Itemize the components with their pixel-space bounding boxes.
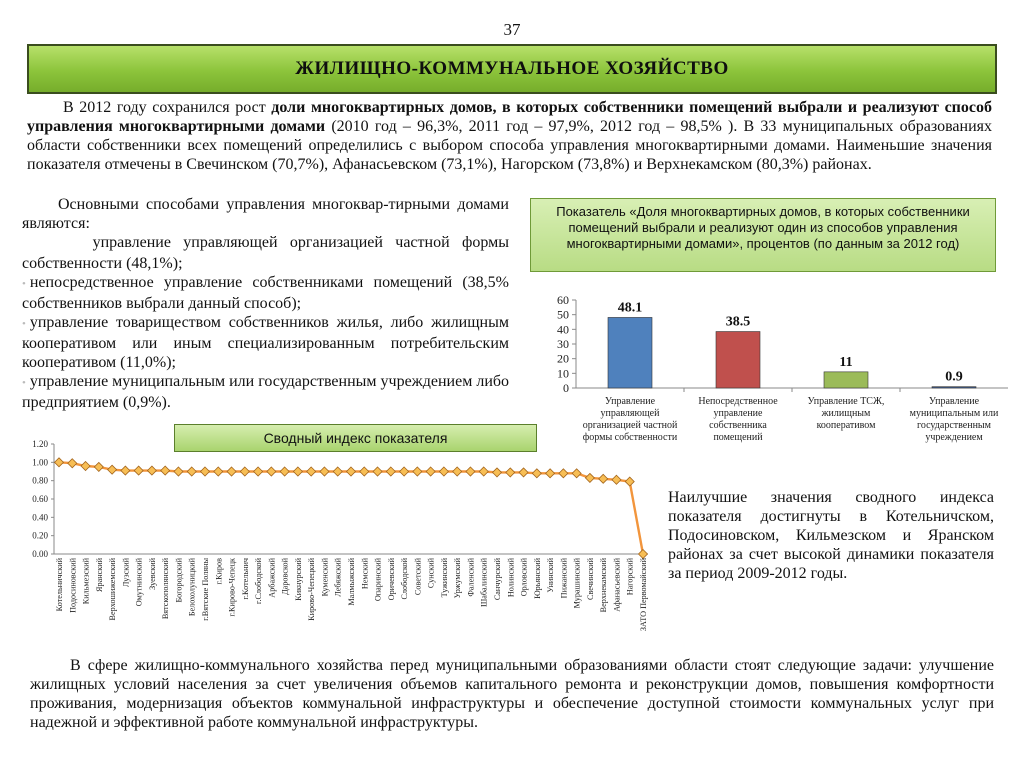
- data-point: [493, 468, 502, 477]
- district-label: Куменский: [320, 558, 330, 597]
- data-point: [413, 467, 422, 476]
- bullet-icon: •: [22, 318, 26, 330]
- y-tick-label: 0.00: [32, 549, 48, 559]
- district-label: Тужинский: [439, 558, 449, 598]
- data-point: [333, 467, 342, 476]
- data-point: [293, 467, 302, 476]
- bar-category-label-line: Управление: [928, 396, 980, 407]
- intro-paragraph: [27, 98, 992, 174]
- data-point: [360, 467, 369, 476]
- bullet-icon: •: [22, 278, 26, 290]
- y-tick-label: 20: [557, 351, 569, 366]
- list-item: [22, 233, 509, 273]
- district-label: г.Слободской: [254, 558, 264, 604]
- best-results-paragraph: Наилучшие значения сводного индекса показателя достигнуты в Котельничском, Подосиновском, Кильмезском и Яранском районах за счет высокой динамики показателя за период 2009-2012 годы.: [668, 489, 994, 582]
- bar-category-label-line: помещений: [713, 432, 763, 443]
- bar-category-label-line: муниципальным или: [909, 408, 999, 419]
- data-point: [612, 475, 621, 484]
- page-number: 37: [503, 20, 521, 39]
- district-label: Опаринский: [373, 558, 383, 602]
- district-label: Котельничский: [55, 558, 64, 612]
- data-point: [134, 466, 143, 475]
- bar-category-label-line: Управление ТСЖ,: [807, 396, 885, 407]
- data-point: [559, 469, 568, 478]
- data-point: [227, 467, 236, 476]
- data-point: [532, 469, 541, 478]
- bar-category-label-line: Управление: [604, 396, 656, 407]
- y-tick-label: 0.20: [32, 530, 48, 541]
- data-point: [174, 467, 183, 476]
- district-label: Слободской: [400, 558, 410, 600]
- bar: [608, 317, 652, 388]
- bar-category-label-line: управление: [713, 408, 763, 419]
- district-label: Белохолуницкий: [187, 558, 197, 617]
- bar-category-label-line: собственника: [709, 420, 767, 431]
- data-point: [81, 462, 90, 471]
- bar-category-label-line: государственным: [917, 420, 991, 431]
- intro-text-end: (2010 год – 96,3%, 2011 год – 97,9%, 2012 год – 98,5% ). В 33 муниципальных образованиях области собственники всех помещений определились с выбором способа управления многоквартирными домами. Наименьшие значения показателя отмечены в Свечинском (70,7%), Афанасьевском (73,1%), Нагорском (73,8%) и Верхнекамском (80,3%) районах.: [27, 118, 993, 173]
- intro-text-bold: доли многоквартирных домов, в которых собственники помещений выбрали и реализуют способ управления многоквартирными домами: [27, 99, 992, 135]
- bar-category-label-line: формы собственности: [582, 432, 678, 443]
- district-label: Арбажский: [267, 558, 277, 598]
- bar: [824, 372, 868, 388]
- district-label: г.Киров: [214, 558, 224, 585]
- data-point: [400, 467, 409, 476]
- section-title-bar: [27, 44, 997, 94]
- district-label: Шабалинский: [479, 558, 489, 607]
- data-point: [307, 467, 316, 476]
- district-label: Вятскополянский: [161, 558, 171, 620]
- line-chart-y-axis: [32, 439, 648, 559]
- district-label: Лебяжский: [333, 558, 343, 597]
- list-item-text: управление управляющей организацией частной формы собственности (48,1%);: [22, 234, 509, 272]
- district-label: Орловский: [519, 558, 529, 597]
- data-point: [161, 466, 170, 475]
- district-label: Унинский: [546, 558, 556, 593]
- bar-category-label-line: кооперативом: [816, 420, 876, 431]
- district-label: Нолинский: [506, 558, 516, 598]
- y-tick-label: 30: [557, 337, 569, 351]
- bar-chart-categories: [583, 396, 999, 443]
- line-chart-categories: [55, 557, 648, 631]
- data-point: [479, 467, 488, 476]
- bar-chart-caption: Показатель «Доля многоквартирных домов, в которых собственники помещений выбрали и реализуют один из способов управления многоквартирными домами», процентов (по данным за 2012 год): [530, 198, 996, 272]
- district-label: Яранский: [94, 558, 104, 592]
- data-point: [546, 469, 555, 478]
- list-item-text: непосредственное управление собственниками помещений (38,5% собственников выбрали данный способ);: [22, 274, 509, 312]
- list-item: [22, 313, 509, 372]
- y-tick-label: 1.00: [32, 457, 48, 468]
- bar-category-label-line: жилищным: [821, 408, 871, 419]
- data-point: [572, 469, 581, 478]
- list-item-text: управление муниципальным или государственным учреждением либо предприятием (0,9%).: [22, 373, 510, 411]
- bar-value-label: 38.5: [725, 314, 751, 330]
- district-label: Немский: [360, 558, 370, 590]
- data-point: [254, 467, 263, 476]
- district-label: г.Вятские Поляны: [201, 558, 210, 621]
- bar-value-label: 0.9: [945, 369, 963, 385]
- data-point: [373, 467, 382, 476]
- district-label: Кикнурский: [293, 558, 303, 601]
- bar-category-label-line: организацией частной: [582, 420, 678, 431]
- data-point: [94, 462, 103, 471]
- data-point: [55, 458, 64, 467]
- data-point: [585, 473, 594, 482]
- data-point: [267, 467, 276, 476]
- data-point: [506, 468, 515, 477]
- district-label: Омутнинский: [134, 558, 144, 607]
- bar-category-label: [808, 396, 885, 431]
- district-label: Пижанский: [559, 558, 569, 599]
- bar-category-label: [583, 396, 678, 443]
- list-item: [22, 273, 509, 313]
- y-tick-label: 50: [557, 307, 569, 322]
- bar-category-label-line: управляющей: [600, 408, 660, 419]
- y-tick-label: 1.20: [32, 439, 48, 449]
- district-label: Нагорский: [625, 558, 635, 596]
- bar-category-label: [910, 396, 999, 443]
- section-title: ЖИЛИЩНО-КОММУНАЛЬНОЕ ХОЗЯЙСТВО: [295, 58, 729, 79]
- list-item-text: управление товариществом собственников жилья, либо жилищным кооперативом или иным специализированным потребительским кооперативом (11,0%);: [22, 314, 509, 371]
- data-point: [187, 467, 196, 476]
- y-tick-label: 60: [557, 293, 569, 307]
- district-label: Даровской: [280, 558, 290, 595]
- district-label: Богородский: [174, 558, 184, 603]
- bar: [716, 332, 760, 388]
- district-label: г.Кирово-Чепецк: [227, 558, 237, 617]
- data-point: [280, 467, 289, 476]
- district-label: ЗАТО Первомайский: [639, 558, 648, 632]
- district-label: Уржумский: [453, 558, 463, 599]
- data-point: [214, 467, 223, 476]
- bar-chart: [540, 290, 1015, 455]
- data-point: [625, 477, 634, 486]
- y-tick-label: 10: [557, 366, 569, 381]
- data-point: [453, 467, 462, 476]
- district-label: Верхошижемский: [108, 558, 118, 621]
- district-label: Санчурский: [493, 558, 502, 601]
- data-point: [68, 459, 77, 468]
- data-point: [439, 467, 448, 476]
- line-chart-series: [55, 458, 648, 559]
- management-methods-list: [22, 195, 509, 412]
- bar-chart-bars: [608, 300, 976, 388]
- district-label: г.Котельнич: [240, 558, 250, 600]
- data-point: [386, 467, 395, 476]
- bar-category-label-line: учреждением: [925, 432, 983, 443]
- district-label: Сунский: [426, 558, 436, 589]
- y-tick-label: 0.40: [32, 512, 48, 523]
- y-tick-label: 40: [557, 322, 569, 337]
- list-item: [22, 372, 509, 412]
- intro-text-start: В 2012 году сохранился рост: [63, 99, 272, 116]
- y-tick-label: 0: [563, 381, 569, 395]
- data-point: [121, 466, 130, 475]
- bar-category-label-line: Непосредственное: [698, 396, 778, 407]
- y-tick-label: 0.60: [32, 494, 48, 504]
- district-label: Мурашинский: [572, 558, 582, 609]
- district-label: Юрьянский: [532, 558, 542, 599]
- district-label: Оричевский: [386, 558, 396, 601]
- district-label: Советский: [413, 558, 423, 596]
- district-label: Кильмезский: [81, 558, 91, 605]
- data-point: [347, 467, 356, 476]
- district-label: Фаленский: [466, 558, 476, 597]
- methods-heading: Основными способами управления многоквар-тирными домами являются:: [22, 196, 509, 232]
- data-point: [320, 467, 329, 476]
- bar-value-label: 11: [839, 354, 853, 370]
- bullet-icon: •: [22, 377, 26, 389]
- district-label: Кирово-Чепецкий: [307, 558, 317, 621]
- data-point: [519, 468, 528, 477]
- bar: [932, 387, 976, 388]
- data-point: [108, 465, 117, 474]
- district-label: Верхнекамский: [599, 558, 609, 613]
- data-point: [147, 466, 156, 475]
- index-chart-caption: Сводный индекс показателя: [174, 424, 537, 452]
- data-point: [466, 467, 475, 476]
- district-label: Свечинский: [585, 558, 595, 600]
- data-point: [599, 474, 608, 483]
- line-chart: [14, 438, 654, 656]
- district-label: Подосиновский: [68, 558, 78, 613]
- bullet-icon: [22, 238, 89, 250]
- bar-value-label: 48.1: [617, 300, 643, 316]
- district-label: Афанасьевский: [612, 558, 622, 612]
- data-point: [426, 467, 435, 476]
- tasks-paragraph: В сфере жилищно-коммунального хозяйства перед муниципальными образованиями области стоят следующие задачи: улучшение жилищных условий населения за счет увеличения объемов капитального ремонта и реконструкции домов, повышения комфортности проживания, модернизация объектов коммунальной инфраструктуры и обеспечение доступной стоимости коммунальных услуг при надежной и эффективной работе коммунальной инфраструктуры.: [30, 657, 994, 731]
- y-tick-label: 0.80: [32, 475, 48, 486]
- district-label: Малмыжский: [347, 558, 356, 606]
- data-point: [201, 467, 210, 476]
- data-point: [639, 550, 648, 559]
- bar-category-label: [698, 396, 778, 443]
- data-point: [240, 467, 249, 476]
- district-label: Лузский: [121, 558, 131, 588]
- district-label: Зуевский: [147, 558, 157, 590]
